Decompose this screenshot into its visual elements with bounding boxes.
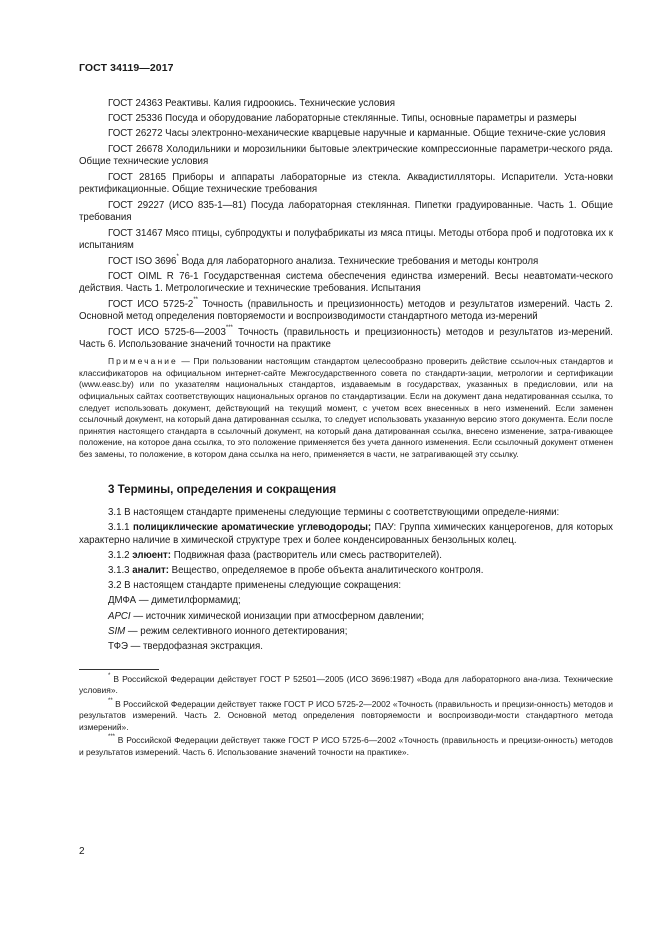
note-block [79, 356, 613, 460]
abbreviation-item: ДМФА — диметилформамид; [108, 595, 241, 607]
term-3-1-2: 3.1.2 элюент: Подвижная фаза (растворитель или смесь растворителей). [108, 549, 442, 561]
footnote-mark: * [176, 254, 179, 261]
note-label: Примечание [108, 356, 178, 367]
reference-item: ГОСТ 28165 Приборы и аппараты лабораторные из стекла. Аквадистилляторы. Испарители. Уста-новки ректификационные. Общие технические требования [79, 171, 613, 196]
reference-item: ГОСТ ISO 3696* Вода для лабораторного анализа. Технические требования и методы контроля [108, 254, 539, 267]
footnote: * В Российской Федерации действует ГОСТ Р 52501—2005 (ИСО 3696:1987) «Вода для лабораторного ана-лиза. Технические условия». [79, 672, 613, 696]
doc-header: ГОСТ 34119—2017 [79, 62, 174, 74]
reference-item: ГОСТ OIML R 76-1 Государственная система обеспечения единства измерений. Весы неавтомати-ческого действия. Часть 1. Метрологические и технические требования. Испытания [79, 270, 613, 295]
paragraph-3-2: 3.2 В настоящем стандарте применены следующие сокращения: [108, 580, 402, 592]
reference-item: ГОСТ 24363 Реактивы. Калия гидроокись. Технические условия [108, 98, 396, 109]
section-title: 3 Термины, определения и сокращения [108, 482, 337, 496]
reference-item: ГОСТ 31467 Мясо птицы, субпродукты и полуфабрикаты из мяса птицы. Методы отбора проб и подготовка их к испытаниям [79, 227, 613, 252]
footnotes [79, 674, 613, 759]
reference-item: ГОСТ 26272 Часы электронно-механические кварцевые наручные и карманные. Общие техниче-ские условия [108, 128, 606, 140]
abbreviation-item: ТФЭ — твердофазная экстракция. [108, 640, 263, 652]
term-3-1-3: 3.1.3 аналит: Вещество, определяемое в пробе объекта аналитического контроля. [108, 564, 484, 576]
reference-item: ГОСТ 26678 Холодильники и морозильники бытовые электрические компрессионные параметри-ческого ряда. Общие технические условия [79, 143, 613, 168]
abbreviation-item: APCI — источник химической ионизации при атмосферном давлении; [108, 610, 425, 622]
abbreviation-item: SIM — режим селективного ионного детектирования; [108, 625, 348, 637]
note-text: — При пользовании настоящим стандартом целесообразно проверить действие ссылоч-ных стандартов и классификаторов на официальном интернет-сайте Межгосударственного совета по стандарти-зации, метрологии и сертификации (www.easc.by) или по указателям национальных стандартов, издаваемым в государствах, указанных в предисловии, или на официальных сайтах соответствующих национальных органов по стандартизации. Если на документ дана недатированная ссылка, то следует использовать документ, действующий на текущий момент, с учетом всех внесенных в него изменений. Если заменен ссылочный документ, на который дана датированная ссылка, то следует использовать указанную версию этого документа. Если после принятия настоящего стандарта в ссылочный документ, на который дана датированная ссылка, внесено изменение, затра-гивающее положение, на которое дана ссылка, то это положение применяется без учета данного изменения. Если ссылочный документ отменен без замены, то положение, в котором дана ссылка на него, применяется в части, не затрагивающей эту ссылку. [79, 356, 613, 459]
reference-item: ГОСТ 29227 (ИСО 835-1—81) Посуда лабораторная стеклянная. Пипетки градуированные. Часть 1. Общие требования [79, 199, 613, 224]
reference-item: ГОСТ ИСО 5725-2** Точность (правильность и прецизионность) методов и результатов измерений. Часть 2. Основной метод определения повторяемости и воспроизводимости стандартного метода из-мерений [79, 297, 613, 323]
footnote: *** В Российской Федерации действует также ГОСТ Р ИСО 5725-6—2002 «Точность (правильность и прецизи-онность) методов и результатов измерений. Часть 6. Использование значений точности на практике». [79, 734, 613, 757]
paragraph-3-1: 3.1 В настоящем стандарте применены следующие термины с соответствующими определе-ниями: [108, 506, 560, 518]
reference-item: ГОСТ ИСО 5725-6—2003*** Точность (правильность и прецизионность) методов и результатов из-мерений. Часть 6. Использование значений точности на практике [79, 325, 614, 351]
page-content [79, 98, 613, 760]
footnote-mark: ** [193, 297, 198, 304]
term-3-1-1: 3.1.1 полициклические ароматические углеводороды; ПАУ: Группа химических канцерогенов, для которых характерно наличие в химической структуре трех и более конденсированных бензольных колец. [79, 521, 614, 546]
footnote-divider [79, 669, 159, 670]
reference-item: ГОСТ 25336 Посуда и оборудование лабораторные стеклянные. Типы, основные параметры и размеры [108, 113, 577, 125]
reference-list [79, 98, 613, 352]
page-number: 2 [79, 846, 85, 857]
footnote-mark: *** [225, 325, 233, 332]
footnote: ** В Российской Федерации действует также ГОСТ Р ИСО 5725-2—2002 «Точность (правильность и прецизи-онность) методов и результатов измерений. Часть 2. Основной метод определения повторяемости и воспроизводи-мости стандартного метода измерений». [79, 697, 613, 732]
